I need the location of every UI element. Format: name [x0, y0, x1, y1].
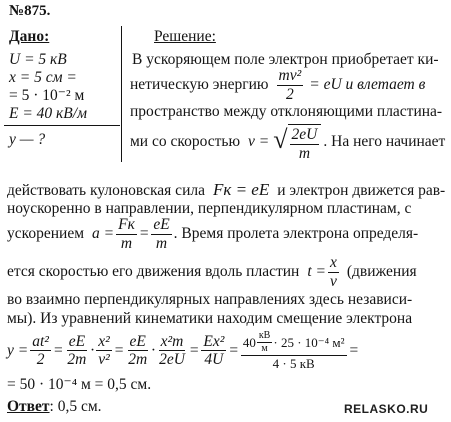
- solution-line-acceleration: [7, 217, 418, 251]
- fraction-numerator: [241, 331, 347, 356]
- text: (движения: [346, 263, 417, 281]
- multiply-sign: ·: [90, 341, 95, 359]
- equation-fraction: [96, 334, 112, 368]
- fraction-numerator: mv²: [278, 67, 302, 84]
- fraction-denominator: m: [298, 144, 311, 162]
- fraction-numerator: x²m: [160, 332, 184, 350]
- multiply-sign: ·: [151, 341, 156, 359]
- numeric-fraction: [241, 331, 347, 370]
- text: ускорением: [7, 225, 85, 243]
- solution-line-kinetic-energy: [130, 68, 425, 102]
- fraction-denominator: m: [155, 234, 168, 252]
- text: . Время пролета электрона определя-: [173, 225, 419, 243]
- unit-fraction: [257, 331, 273, 354]
- fraction-denominator: 2: [286, 85, 294, 103]
- time-symbol: t =: [307, 263, 326, 281]
- answer-value: : 0,5 см.: [49, 398, 102, 415]
- given-divider: [4, 125, 120, 126]
- text: действовать кулоновская сила: [7, 182, 205, 199]
- solution-line: во взаимно перпендикулярных направлениях здесь независи-: [7, 291, 413, 308]
- watermark: RELASKO.RU: [344, 402, 429, 416]
- given-distance-si: = 5 · 10⁻² м: [9, 87, 85, 104]
- fraction-numerator: eE: [129, 332, 146, 350]
- result-line: = 50 · 10⁻⁴ м = 0,5 см.: [7, 376, 152, 393]
- text: ми со скоростью: [130, 132, 241, 150]
- answer-label: Ответ: [7, 398, 50, 415]
- solution-line-coulomb: [7, 181, 445, 199]
- given-voltage: U = 5 кВ: [9, 51, 67, 68]
- fraction-numerator: x²: [98, 332, 110, 350]
- y-symbol: y =: [7, 341, 29, 359]
- acceleration-symbol: a =: [92, 225, 115, 243]
- equals-sign: =: [113, 341, 125, 359]
- equals-sign: =: [138, 225, 150, 243]
- text: ется скоростью его движения вдоль пластин: [7, 263, 300, 281]
- solution-line: ноускоренно в направлении, перпендикулярном пластинам, с: [7, 200, 412, 217]
- sqrt-fraction: [288, 124, 322, 161]
- solution-line: пространство между отклоняющими пластина-: [130, 103, 443, 120]
- fraction-denominator: 2: [36, 351, 45, 368]
- fraction-denominator: 4 · 5 кВ: [272, 356, 315, 371]
- problem-number: №875.: [9, 3, 51, 19]
- fraction-denominator: 2m: [128, 351, 148, 368]
- force-formula: Fк = eE: [212, 180, 270, 199]
- fraction-numerator: x: [329, 254, 337, 271]
- text: и электрон движется рав-: [277, 182, 446, 199]
- given-field: E = 40 кВ/м: [9, 105, 87, 122]
- equation-fraction: [126, 334, 149, 368]
- text: = eU и влетает в: [309, 76, 426, 94]
- fraction-denominator: 4U: [204, 351, 224, 368]
- fraction-denominator: 2m: [67, 351, 87, 368]
- fraction-denominator: m: [120, 234, 133, 252]
- fraction-denominator: v²: [98, 351, 110, 368]
- fraction-numerator: eE: [153, 216, 170, 233]
- kinetic-energy-fraction: [277, 68, 304, 102]
- text: . На него начинает: [323, 132, 446, 150]
- fraction-denominator: v: [329, 272, 337, 290]
- fraction-numerator: at²: [32, 332, 49, 350]
- ee-over-mass-fraction: [151, 217, 171, 251]
- given-distance: x = 5 см =: [9, 69, 77, 86]
- sqrt-sign: √: [273, 125, 288, 154]
- solution-line: В ускоряющем поле электрон приобретает ки-: [132, 51, 439, 68]
- fraction-numerator: 2eU: [291, 126, 318, 143]
- equals-sign: =: [228, 341, 239, 359]
- value-distance: · 25 · 10⁻⁴ м²: [273, 335, 345, 350]
- solution-heading: Решение:: [154, 28, 216, 45]
- equation-fraction: [30, 334, 51, 368]
- equation-fraction: [201, 334, 226, 368]
- velocity-symbol: v =: [248, 132, 270, 150]
- unit-denominator: м: [261, 343, 268, 354]
- equals-sign: =: [188, 341, 200, 359]
- force-over-mass-fraction: [116, 217, 137, 251]
- equals-sign: =: [348, 341, 360, 359]
- value-40: 40: [242, 335, 256, 350]
- x-over-v-fraction: [328, 255, 339, 289]
- answer: [7, 399, 102, 415]
- fraction-denominator: 2eU: [159, 351, 185, 368]
- displacement-equation: [7, 331, 359, 370]
- sqrt-expression: [273, 122, 321, 161]
- text: нетическую энергию: [130, 76, 269, 94]
- solution-line-time: [7, 255, 417, 289]
- equation-fraction: [157, 334, 187, 368]
- equals-sign: =: [52, 341, 64, 359]
- equation-fraction: [65, 334, 88, 368]
- given-label: Дано:: [9, 28, 50, 45]
- fraction-numerator: Fк: [118, 216, 135, 233]
- unit-numerator: кВ: [258, 330, 271, 341]
- find-label: y — ?: [9, 131, 46, 148]
- given-vertical-divider: [121, 26, 122, 162]
- solution-line: мы). Из уравнений кинематики находим смещение электрона: [7, 310, 413, 327]
- solution-line-velocity: [130, 122, 445, 161]
- fraction-numerator: Ex²: [203, 332, 225, 350]
- fraction-numerator: eE: [68, 332, 86, 350]
